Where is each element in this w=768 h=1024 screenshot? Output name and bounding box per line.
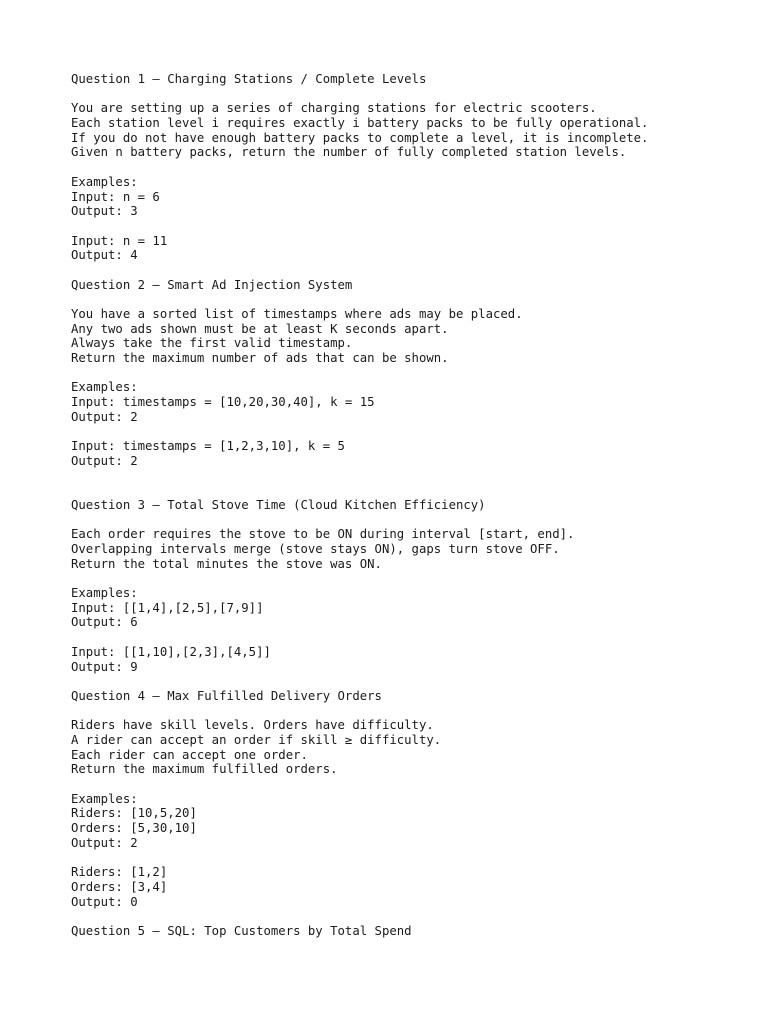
question-1-example-2-output: Output: 4 bbox=[71, 248, 138, 263]
question-4-example-1-riders: Riders: [10,5,20] bbox=[71, 806, 197, 821]
question-1-example-1-output: Output: 3 bbox=[71, 204, 138, 219]
question-1-example-1-input: Input: n = 6 bbox=[71, 189, 160, 204]
question-1-example-2-input: Input: n = 11 bbox=[71, 233, 168, 248]
question-3-example-1-output: Output: 6 bbox=[71, 615, 138, 630]
question-1-examples-label: Examples: bbox=[71, 174, 138, 189]
question-2-description-line: You have a sorted list of timestamps where ads may be placed. bbox=[71, 307, 523, 321]
question-2-example-2-output: Output: 2 bbox=[71, 453, 138, 468]
question-4-title: Question 4 — Max Fulfilled Delivery Orders bbox=[71, 688, 382, 703]
question-4-example-1-output: Output: 2 bbox=[71, 835, 138, 850]
question-2-description-line: Always take the first valid timestamp. bbox=[71, 336, 353, 351]
question-2-example-2-input: Input: timestamps = [1,2,3,10], k = 5 bbox=[71, 439, 345, 454]
question-2-title: Question 2 — Smart Ad Injection System bbox=[71, 277, 353, 292]
question-1-description-line: Given n battery packs, return the number of fully completed station levels. bbox=[71, 145, 627, 160]
question-2-example-1-input: Input: timestamps = [10,20,30,40], k = 15 bbox=[71, 395, 375, 410]
question-3-title: Question 3 — Total Stove Time (Cloud Kitchen Efficiency) bbox=[71, 497, 486, 512]
question-2-examples-label: Examples: bbox=[71, 380, 138, 395]
document-page bbox=[71, 72, 751, 939]
question-3-example-2-input: Input: [[1,10],[2,3],[4,5]] bbox=[71, 644, 271, 659]
question-3-description-line: Overlapping intervals merge (stove stays ON), gaps turn stove OFF. bbox=[71, 542, 560, 557]
question-1-description-line: If you do not have enough battery packs to complete a level, it is incomplete. bbox=[71, 130, 649, 145]
question-4-example-2-orders: Orders: [3,4] bbox=[71, 879, 168, 894]
question-2-example-1-output: Output: 2 bbox=[71, 409, 138, 424]
question-4-description-line: Return the maximum fulfilled orders. bbox=[71, 762, 338, 777]
question-3-example-2-output: Output: 9 bbox=[71, 659, 138, 674]
question-4-description-line: Riders have skill levels. Orders have difficulty. bbox=[71, 718, 434, 733]
question-3-examples-label: Examples: bbox=[71, 586, 138, 601]
question-4-example-2-riders: Riders: [1,2] bbox=[71, 865, 168, 880]
question-4-description-line: A rider can accept an order if skill ≥ difficulty. bbox=[71, 732, 442, 747]
question-4-example-2-output: Output: 0 bbox=[71, 894, 138, 909]
question-4-description-line: Each rider can accept one order. bbox=[71, 747, 308, 762]
question-3-example-1-input: Input: [[1,4],[2,5],[7,9]] bbox=[71, 600, 264, 615]
question-1-description-line: You are setting up a series of charging stations for electric scooters. bbox=[71, 101, 597, 116]
question-4-examples-label: Examples: bbox=[71, 791, 138, 806]
question-5-title: Question 5 — SQL: Top Customers by Total Spend bbox=[71, 923, 412, 938]
question-3-description-line: Return the total minutes the stove was ON. bbox=[71, 556, 382, 571]
question-3-description-line: Each order requires the stove to be ON during interval [start, end]. bbox=[71, 527, 575, 542]
question-1-title: Question 1 — Charging Stations / Complete Levels bbox=[71, 72, 427, 86]
question-1-description-line: Each station level i requires exactly i battery packs to be fully operational. bbox=[71, 116, 649, 131]
question-4-example-1-orders: Orders: [5,30,10] bbox=[71, 821, 197, 836]
question-2-description-line: Return the maximum number of ads that can be shown. bbox=[71, 351, 449, 366]
question-2-description-line: Any two ads shown must be at least K seconds apart. bbox=[71, 321, 449, 336]
